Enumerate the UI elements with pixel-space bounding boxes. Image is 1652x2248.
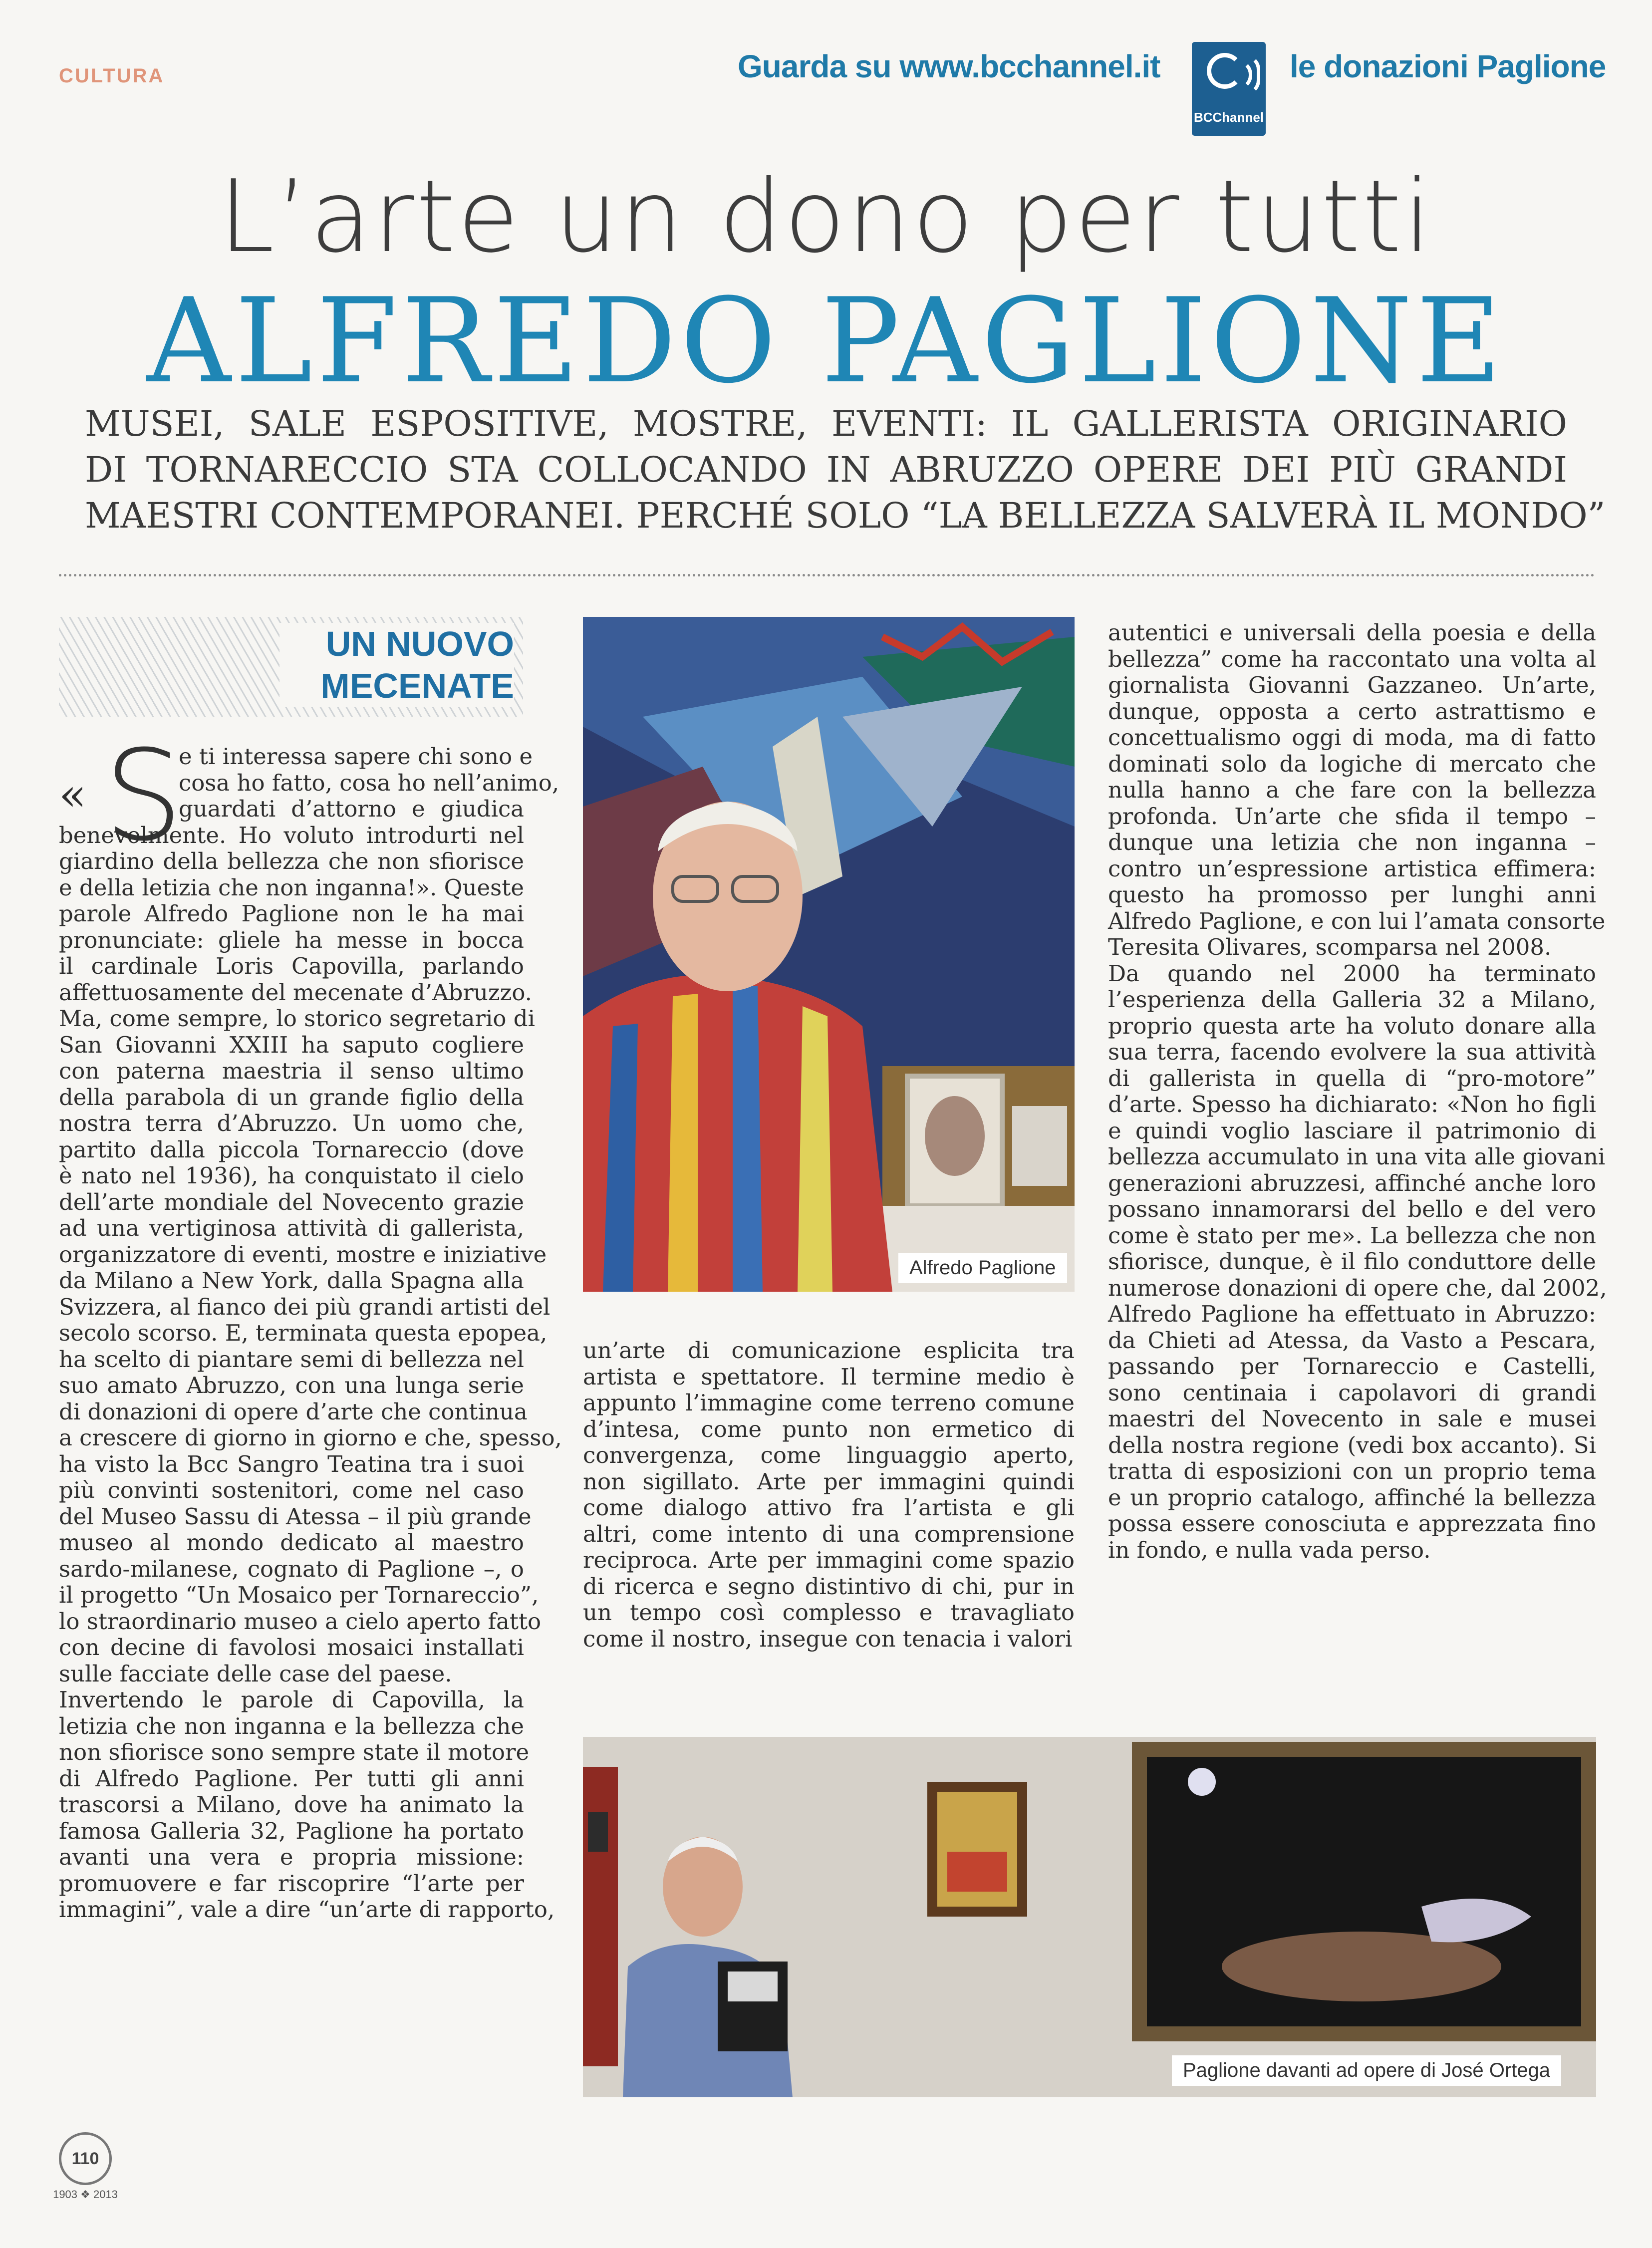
text-line: proprio questa arte ha voluto donare alla <box>1108 1012 1596 1039</box>
gallery-illustration <box>583 1737 1596 2097</box>
text-line: un tempo così complesso e travagliato <box>583 1599 1075 1626</box>
text-line: generazioni abruzzesi, affinché anche loro <box>1108 1169 1596 1196</box>
text-line: nostra terra d’Abruzzo. Un uomo che, <box>59 1110 524 1136</box>
photo-caption: Paglione davanti ad opere di José Ortega <box>1172 2055 1561 2086</box>
text-line: come il nostro, insegue con tenacia i valori <box>583 1625 1073 1652</box>
article-column-1 <box>59 743 562 1923</box>
text-line: come dialogo attivo fra l’artista e gli <box>583 1494 1075 1521</box>
portrait-illustration <box>583 617 1075 1292</box>
promo-subject: le donazioni Paglione <box>1290 48 1606 84</box>
drop-cap: S <box>104 723 183 868</box>
text-line: di gallerista in quella di “pro-motore” <box>1108 1065 1596 1092</box>
text-line: è nato nel 1936), ha conquistato il cielo <box>59 1162 524 1189</box>
anniversary-years: 1903 ❖ 2013 <box>53 2188 118 2201</box>
text-line: non sigillato. Arte per immagini quindi <box>583 1468 1075 1495</box>
text-line: benevolmente. Ho voluto introdurti nel <box>59 822 524 848</box>
text-line: possano innamorarsi del bello e del vero <box>1108 1196 1596 1222</box>
text-line: ha visto la Bcc Sangro Teatina tra i suoi <box>59 1450 524 1477</box>
text-line: ad una vertiginosa attività di gallerista, <box>59 1215 524 1241</box>
text-line: e della letizia che non inganna!». Queste <box>59 874 524 901</box>
text-line: trascorsi a Milano, dove ha animato la <box>59 1791 524 1818</box>
article-column-2 <box>583 1338 1075 1652</box>
text-line: nulla hanno a che fare con la bellezza <box>1108 777 1596 803</box>
text-line: dunque, opposta a certo astrattismo e <box>1108 698 1596 725</box>
text-line: l’esperienza della Galleria 32 a Milano, <box>1108 986 1596 1013</box>
text-line: secolo scorso. E, terminata questa epopea, <box>59 1320 548 1346</box>
text-line: convergenza, come linguaggio aperto, <box>583 1442 1075 1468</box>
text-line: del Museo Sassu di Atessa – il più grande <box>59 1503 532 1530</box>
text-line: organizzatore di eventi, mostre e iniziative <box>59 1241 547 1268</box>
text-line: appunto l’immagine come terreno comune <box>583 1390 1075 1416</box>
text-line: Alfredo Paglione ha effettuato in Abruzzo: <box>1108 1301 1596 1327</box>
text-line: pronunciate: gliele ha messe in bocca <box>59 926 524 953</box>
text-line: bellezza accumulato in una vita alle giovani <box>1108 1143 1606 1170</box>
text-line: sardo-milanese, cognato di Paglione –, o <box>59 1555 524 1582</box>
text-line: sono centinaia i capolavori di grandi <box>1108 1379 1596 1406</box>
kicker <box>279 623 514 707</box>
text-line: sua terra, facendo evolvere la sua attività <box>1108 1039 1596 1065</box>
headline-name: ALFREDO PAGLIONE <box>146 274 1506 409</box>
subtitle-line: DI TORNARECCIO STA COLLOCANDO IN ABRUZZO OPERE DEI PIÙ GRANDI <box>85 449 1567 490</box>
text-line: bellezza” come ha raccontato una volta al <box>1108 645 1596 672</box>
text-line: e un proprio catalogo, affinché la bellezza <box>1108 1484 1596 1511</box>
text-line: d’intesa, come punto non ermetico di <box>583 1415 1075 1442</box>
text-line: dell’arte mondiale del Novecento grazie <box>59 1188 524 1215</box>
text-line: più convinti sostenitori, come nel caso <box>59 1477 524 1503</box>
text-line: a crescere di giorno in giorno e che, spesso, <box>59 1424 562 1451</box>
text-line: letizia che non inganna e la bellezza che <box>59 1712 524 1739</box>
text-line: autentici e universali della poesia e della <box>1108 619 1596 646</box>
text-line: della parabola di un grande figlio della <box>59 1084 524 1111</box>
text-line: Invertendo le parole di Capovilla, la <box>59 1686 524 1713</box>
gallery-photo <box>583 1737 1596 2097</box>
text-line: d’arte. Spesso ha dichiarato: «Non ho figli <box>1108 1091 1596 1118</box>
text-line: avanti una vera e propria missione: <box>59 1844 524 1870</box>
text-line: di donazioni di opere d’arte che continua <box>59 1398 528 1425</box>
text-line: da Chieti ad Atessa, da Vasto a Pescara, <box>1108 1327 1596 1354</box>
logo-text: BCChannel <box>1193 110 1264 125</box>
text-line: sfiorisce, dunque, è il filo conduttore delle <box>1108 1248 1596 1275</box>
portrait-photo <box>583 617 1075 1292</box>
text-line: ha scelto di piantare semi di bellezza nel <box>59 1346 524 1373</box>
signal-wave-icon <box>1246 55 1260 95</box>
page-number: 110 <box>59 2132 112 2185</box>
text-line: di ricerca e segno distintivo di chi, pur in <box>583 1573 1075 1600</box>
text-line: museo al mondo dedicato al maestro <box>59 1529 524 1556</box>
text-line: altri, come intento di una comprensione <box>583 1520 1075 1547</box>
text-line: numerose donazioni di opere che, dal 2002, <box>1108 1274 1607 1301</box>
text-line: con paterna maestria il senso ultimo <box>59 1058 524 1084</box>
text-line: artista e spettatore. Il termine medio è <box>583 1363 1075 1390</box>
text-line: cosa ho fatto, cosa ho nell’animo, <box>179 769 559 796</box>
text-line: Da quando nel 2000 ha terminato <box>1108 960 1596 987</box>
headline: L’arte un dono per tutti <box>219 159 1433 275</box>
text-line: Svizzera, al fianco dei più grandi artisti del <box>59 1293 551 1320</box>
text-line: il cardinale Loris Capovilla, parlando <box>59 953 524 979</box>
text-line: concettualismo oggi di moda, ma di fatto <box>1108 724 1596 751</box>
text-line: suo amato Abruzzo, con una lunga serie <box>59 1372 524 1399</box>
text-line: possa essere conosciuta e apprezzata fino <box>1108 1510 1596 1537</box>
article-column-3 <box>1108 619 1607 1563</box>
text-line: promuovere e far riscoprire “l’arte per <box>59 1870 524 1897</box>
text-line: di Alfredo Paglione. Per tutti gli anni <box>59 1765 524 1792</box>
text-line: non sfiorisce sono sempre state il motore <box>59 1739 530 1765</box>
text-line: della nostra regione (vedi box accanto). Si <box>1108 1431 1596 1458</box>
text-line: passando per Tornareccio e Castelli, <box>1108 1353 1596 1380</box>
text-line: Alfredo Paglione, e con lui l’amata consorte <box>1108 907 1606 934</box>
text-line: reciproca. Arte per immagini come spazio <box>583 1547 1075 1573</box>
text-line: un’arte di comunicazione esplicita tra <box>583 1337 1075 1364</box>
bcchannel-logo[interactable] <box>1192 42 1266 136</box>
text-line: affettuosamente del mecenate d’Abruzzo. <box>59 979 532 1006</box>
text-line: famosa Galleria 32, Paglione ha portato <box>59 1817 524 1844</box>
text-line: sulle facciate delle case del paese. <box>59 1660 452 1687</box>
text-line: con decine di favolosi mosaici installati <box>59 1634 524 1661</box>
text-line: il progetto “Un Mosaico per Tornareccio”, <box>59 1582 539 1608</box>
photo-caption: Alfredo Paglione <box>898 1253 1067 1283</box>
text-line: San Giovanni XXIII ha saputo cogliere <box>59 1031 524 1058</box>
text-line: dunque una letizia che non inganna – <box>1108 829 1596 855</box>
dotted-divider <box>59 574 1595 576</box>
opening-quote: « <box>59 769 87 821</box>
kicker-line: MECENATE <box>320 666 514 705</box>
text-line: profonda. Un’arte che sfida il tempo – <box>1108 803 1596 830</box>
text-line: contro un’espressione artistica effimera: <box>1108 855 1596 882</box>
text-line: dominati solo da logiche di mercato che <box>1108 750 1596 777</box>
text-line: Ma, come sempre, lo storico segretario di <box>59 1005 536 1032</box>
text-line: giardino della bellezza che non sfiorisce <box>59 848 524 874</box>
text-line: e quindi voglio lasciare il patrimonio di <box>1108 1117 1596 1144</box>
section-label: CULTURA <box>59 65 165 87</box>
text-line: tratta di esposizioni con un proprio tema <box>1108 1458 1596 1484</box>
text-line: lo straordinario museo a cielo aperto fatto <box>59 1608 542 1635</box>
subtitle-line: MAESTRI CONTEMPORANEI. PERCHÉ SOLO “LA BELLEZZA SALVERÀ IL MONDO” <box>85 495 1606 536</box>
text-line: immagini”, vale a dire “un’arte di rapporto, <box>59 1896 555 1923</box>
text-line: e ti interessa sapere chi sono e <box>179 743 533 770</box>
text-line: maestri del Novecento in sale e musei <box>1108 1405 1596 1432</box>
text-line: guardati d’attorno e giudica <box>179 796 524 822</box>
text-line: da Milano a New York, dalla Spagna alla <box>59 1267 524 1294</box>
text-line: parole Alfredo Paglione non le ha mai <box>59 900 524 927</box>
text-line: questo ha promosso per lunghi anni <box>1108 881 1596 908</box>
subtitle-line: MUSEI, SALE ESPOSITIVE, MOSTRE, EVENTI: IL GALLERISTA ORIGINARIO <box>85 403 1567 444</box>
kicker-line: UN NUOVO <box>325 624 514 663</box>
promo-link[interactable]: Guarda su www.bcchannel.it <box>738 48 1160 84</box>
text-line: come è stato per me». La bellezza che non <box>1108 1222 1596 1249</box>
text-line: giornalista Giovanni Gazzaneo. Un’arte, <box>1108 672 1596 698</box>
text-line: in fondo, e nulla vada perso. <box>1108 1536 1431 1563</box>
text-line: Teresita Olivares, scomparsa nel 2008. <box>1108 934 1552 960</box>
text-line: partito dalla piccola Tornareccio (dove <box>59 1136 524 1163</box>
